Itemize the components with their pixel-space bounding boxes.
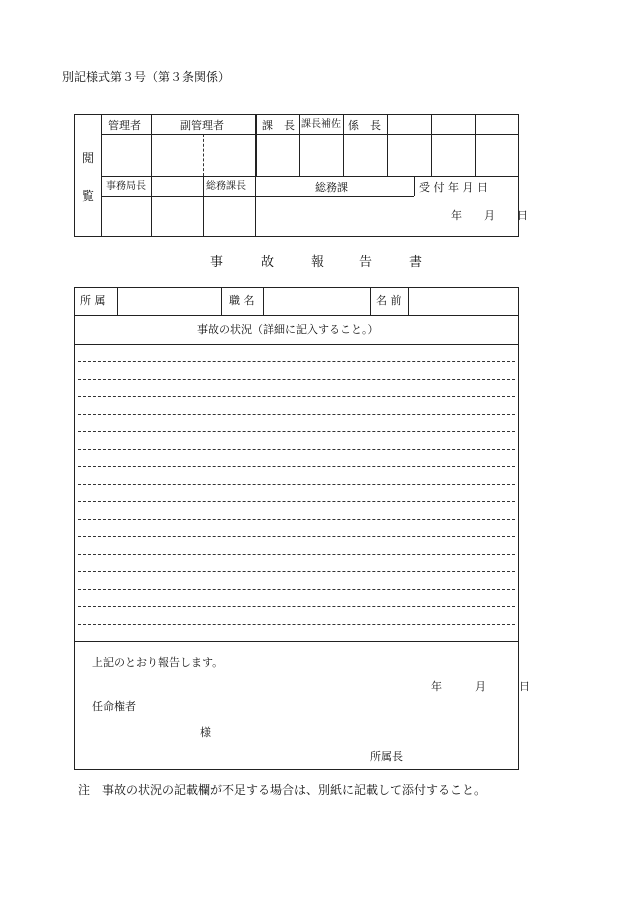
uketsuke-date: 年 月 日: [451, 209, 528, 222]
eturan-label-bottom: 覧: [82, 189, 95, 203]
footnote: 注 事故の状況の記載欄が不足する場合は、別紙に記載して添付すること。: [78, 783, 487, 797]
sama-label: 様: [200, 726, 211, 739]
appointer-label: 任命権者: [92, 700, 136, 713]
kacho-label: 課 長: [262, 119, 295, 132]
shokumei-label: 職 名: [229, 294, 255, 307]
declaration-text: 上記のとおり報告します。: [92, 656, 224, 669]
title-char: 故: [261, 255, 275, 270]
form-header: 別記様式第３号（第３条関係）: [62, 70, 231, 84]
kakaricho-label: 係 長: [348, 119, 381, 132]
somu-kacho-label: 総務課長: [206, 181, 246, 192]
shozoku-field[interactable]: [118, 288, 221, 315]
report-date: 年 月 日: [431, 680, 530, 693]
report-table-border: [74, 287, 519, 770]
shozokucho-label: 所属長: [370, 750, 403, 763]
title-char: 事: [210, 255, 224, 270]
shokumei-field[interactable]: [264, 288, 370, 315]
status-header: 事故の状況（詳細に記入すること。）: [197, 323, 379, 336]
namae-label: 名 前: [376, 294, 402, 307]
shozoku-label: 所 属: [80, 294, 106, 307]
kanrisha-label: 管理者: [108, 119, 141, 132]
namae-field[interactable]: [409, 288, 518, 315]
somuka-label: 総務課: [315, 181, 348, 194]
title-char: 告: [359, 255, 373, 270]
jimukyokucho-label: 事務局長: [106, 181, 146, 192]
eturan-label-top: 閲: [82, 151, 95, 165]
fuku-kanrisha-label: 副管理者: [180, 119, 224, 132]
kacho-hosa-label: 課長補佐: [301, 119, 341, 130]
title-char: 書: [409, 255, 423, 270]
title-char: 報: [311, 255, 325, 270]
uketsuke-label: 受 付 年 月 日: [419, 181, 488, 194]
